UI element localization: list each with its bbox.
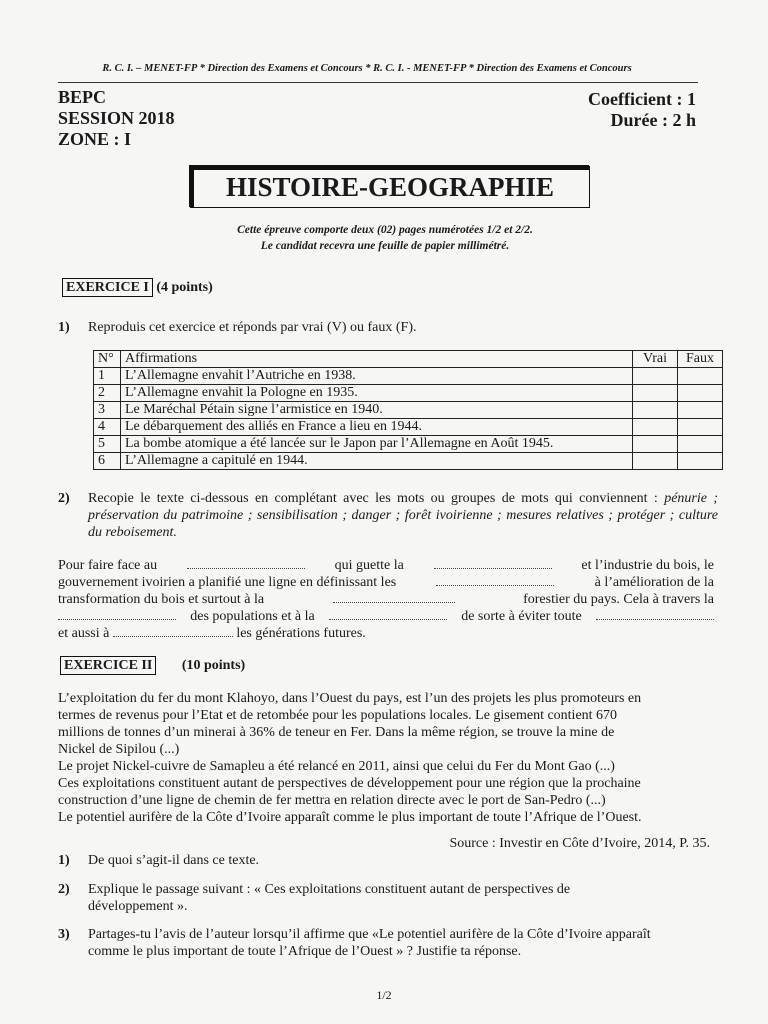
- vrai-cell: [633, 368, 678, 385]
- blank: [113, 625, 233, 637]
- question-text: De quoi s’agit-il dans ce texte.: [88, 853, 260, 868]
- fill-text: et l’industrie du bois, le: [581, 558, 714, 573]
- exercise-2-label: EXERCICE II: [60, 656, 156, 675]
- ex2-text: [58, 690, 718, 826]
- question-number: 1): [58, 320, 70, 335]
- ex2-question-1: [58, 852, 259, 869]
- exam-zone: ZONE : I: [58, 129, 132, 149]
- fill-text: des populations et à la: [190, 609, 315, 624]
- exercise-2-heading: [60, 656, 245, 675]
- question-number: 1): [58, 853, 70, 868]
- ex2-question-2: [58, 881, 570, 915]
- header-line: R. C. I. – MENET-FP * Direction des Examens et Concours * R. C. I. - MENET-FP * Direction des Examens et Concours: [102, 63, 632, 74]
- table-row: [94, 436, 723, 453]
- table-row: [94, 402, 723, 419]
- faux-cell: [678, 368, 723, 385]
- fill-text: les générations futures.: [236, 626, 366, 641]
- faux-cell: [678, 402, 723, 419]
- exam-session: SESSION 2018: [58, 108, 175, 128]
- row-num: 5: [94, 436, 121, 453]
- row-num: 2: [94, 385, 121, 402]
- table-row: [94, 385, 723, 402]
- table-row: [94, 368, 723, 385]
- faux-cell: [678, 419, 723, 436]
- faux-cell: [678, 436, 723, 453]
- fill-in-text: [58, 557, 714, 642]
- text-line: Le potentiel aurifère de la Côte d’Ivoire apparaît comme le plus important de toute l’Afrique de l’Ouest.: [58, 810, 642, 825]
- intro-line-1: Cette épreuve comporte deux (02) pages numérotées 1/2 et 2/2.: [237, 224, 533, 236]
- faux-cell: [678, 385, 723, 402]
- row-text: La bombe atomique a été lancée sur le Japon par l’Allemagne en Août 1945.: [121, 436, 633, 453]
- exercise-1-heading: [62, 278, 213, 297]
- vrai-cell: [633, 453, 678, 470]
- question-number: 3): [58, 927, 70, 942]
- blank: [436, 574, 554, 586]
- page-number: 1/2: [376, 988, 392, 1002]
- text-line: construction d’une ligne de chemin de fer mettra en relation directe avec le port de San-Pedro (...): [58, 793, 606, 808]
- text-line: Ces exploitations constituent autant de perspectives de développement pour une région que la prochaine: [58, 776, 641, 791]
- question-text: comme le plus important de toute l’Afrique de l’Ouest » ? Justifie ta réponse.: [88, 944, 522, 959]
- blank: [58, 608, 176, 620]
- header-num: N°: [94, 351, 121, 368]
- affirmations-table: [93, 350, 723, 470]
- vrai-cell: [633, 436, 678, 453]
- text-line: Le projet Nickel-cuivre de Samapleu a été relancé en 2011, ainsi que celui du Fer du Mont Gao (...): [58, 759, 615, 774]
- table-row: [94, 453, 723, 470]
- exam-name: BEPC: [58, 87, 107, 107]
- table-row: [94, 419, 723, 436]
- page-title: HISTOIRE-GEOGRAPHIE: [225, 172, 555, 202]
- header-faux: Faux: [678, 351, 723, 368]
- question-text: Recopie le texte ci-dessous en complétant avec les mots ou groupes de mots qui conviennent :: [88, 491, 658, 506]
- vrai-cell: [633, 402, 678, 419]
- fill-text: et aussi à: [58, 626, 110, 641]
- blank: [333, 591, 455, 603]
- blank: [187, 557, 305, 569]
- row-text: Le débarquement des alliés en France a lieu en 1944.: [121, 419, 633, 436]
- exercise-2-points: (10 points): [181, 658, 246, 673]
- blank: [329, 608, 447, 620]
- intro: [150, 222, 620, 254]
- fill-text: transformation du bois et surtout à la: [58, 592, 265, 607]
- question-number: 2): [58, 491, 70, 506]
- header-affirmations: Affirmations: [121, 351, 633, 368]
- row-num: 6: [94, 453, 121, 470]
- row-num: 3: [94, 402, 121, 419]
- word-list: pénurie ; préservation du patrimoine ; sensibilisation ; danger ; forêt ivoirienne ; mesures relatives ; protéger ; culture du reboisement.: [88, 491, 718, 540]
- row-num: 4: [94, 419, 121, 436]
- header-rule: [58, 82, 698, 83]
- row-text: L’Allemagne a capitulé en 1944.: [121, 453, 633, 470]
- exam-meta: [588, 89, 696, 131]
- coefficient: Coefficient : 1: [588, 89, 696, 109]
- ex1-question-1: [58, 319, 416, 336]
- ex2-question-3: [58, 926, 651, 960]
- row-text: Le Maréchal Pétain signe l’armistice en 1940.: [121, 402, 633, 419]
- source: Source : Investir en Côte d’Ivoire, 2014, P. 35.: [449, 836, 710, 851]
- row-num: 1: [94, 368, 121, 385]
- header-vrai: Vrai: [633, 351, 678, 368]
- text-line: L’exploitation du fer du mont Klahoyo, dans l’Ouest du pays, est l’un des projets les plus promoteurs en: [58, 691, 642, 706]
- blank: [434, 557, 552, 569]
- fill-text: à l’amélioration de la: [594, 575, 714, 590]
- faux-cell: [678, 453, 723, 470]
- row-text: L’Allemagne envahit l’Autriche en 1938.: [121, 368, 633, 385]
- title-box: [190, 166, 590, 208]
- exam-info: [58, 87, 175, 150]
- duree: Durée : 2 h: [610, 110, 696, 130]
- question-text: Reproduis cet exercice et réponds par vrai (V) ou faux (F).: [88, 320, 417, 335]
- ex1-question-2: [58, 490, 718, 541]
- fill-text: Pour faire face au: [58, 558, 158, 573]
- exercise-1-label: EXERCICE I: [62, 278, 153, 297]
- table-header-row: [94, 351, 723, 368]
- vrai-cell: [633, 419, 678, 436]
- question-number: 2): [58, 882, 70, 897]
- text-line: termes de revenus pour l’Etat et de retombée pour les populations locales. Le gisement contient 670: [58, 708, 618, 723]
- fill-text: qui guette la: [334, 558, 404, 573]
- row-text: L’Allemagne envahit la Pologne en 1935.: [121, 385, 633, 402]
- exercise-1-points: (4 points): [156, 280, 213, 295]
- question-text: Partages-tu l’avis de l’auteur lorsqu’il affirme que «Le potentiel aurifère de la Côte d’Ivoire apparaît: [88, 927, 651, 942]
- vrai-cell: [633, 385, 678, 402]
- intro-line-2: Le candidat recevra une feuille de papier millimétré.: [260, 240, 510, 252]
- blank: [596, 608, 714, 620]
- question-text: Explique le passage suivant : « Ces exploitations constituent autant de perspectives de: [88, 882, 571, 897]
- question-text: développement ».: [88, 899, 188, 914]
- text-line: Nickel de Sipilou (...): [58, 742, 180, 757]
- fill-text: forestier du pays. Cela à travers la: [523, 592, 714, 607]
- text-line: millions de tonnes d’un minerai à 36% de teneur en Fer. Dans la même région, se trouve la mine de: [58, 725, 615, 740]
- fill-text: gouvernement ivoirien a planifié une ligne en définissant les: [58, 575, 397, 590]
- fill-text: de sorte à éviter toute: [461, 609, 582, 624]
